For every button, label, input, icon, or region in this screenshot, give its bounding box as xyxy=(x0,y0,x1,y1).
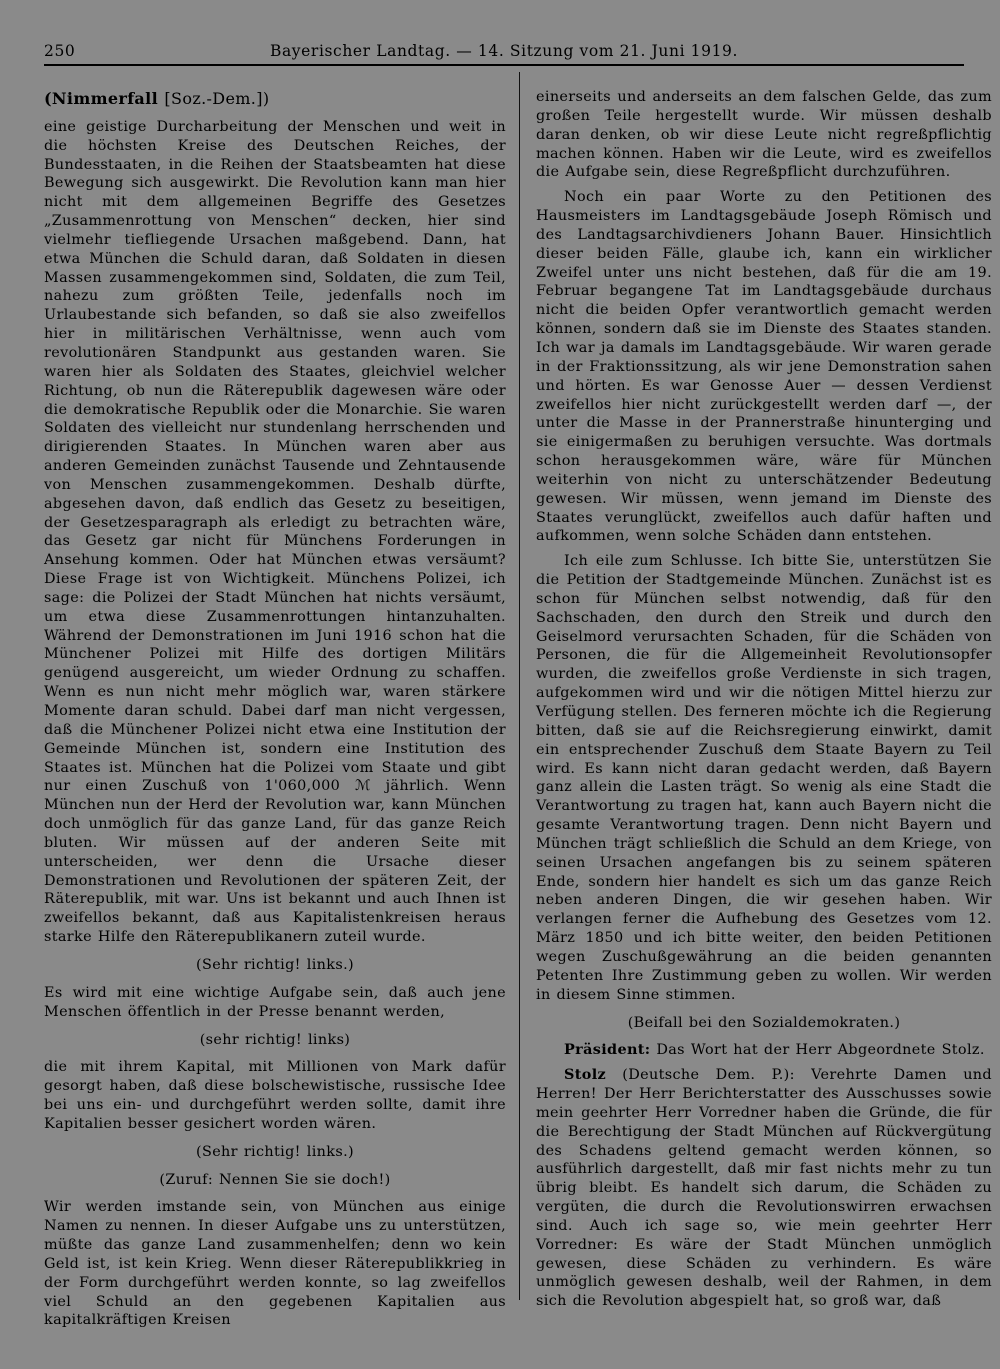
interjection: (sehr richtig! links) xyxy=(199,1031,351,1048)
stolz-text: (Deutsche Dem. P.): Verehrte Damen und Herren! Der Herr Berichterstatter des Ausschusses sowie mein geehrter Herr Vorredner haben die Gründe, die für die Berechtigung der Stadt München auf Rückvergütung des Schadens geltend gemacht werden können, so ausführlich dargestellt, daß mir fast nichts mehr zu tun übrig bleibt. Es handelt sich darum, die Schäden zu vergüten, die durch die Revolutionswirren erwachsen sind. Auch ich sage so, wie mein geehrter Herr Vorredner: Es wäre der Stadt München unmöglich gewesen, diese Schäden zu verhindern. Es wäre unmöglich gewesen deshalb, weil der Rahmen, in dem sich die Revolution abgespielt hat, so groß war, daß xyxy=(536,1067,992,1310)
paragraph: einerseits und anderseits an dem falschen Gelde, das zum großen Teile hergestellt wurde. Wir müssen deshalb daran denken, ob wir diese Leute nicht regreßpflichtig machen können. Haben wir die Leute, wird es zweifellos die Aufgabe sein, diese Regreßpflicht durchzuführen. xyxy=(536,89,992,181)
president-text: Das Wort hat der Herr Abgeordnete Stolz. xyxy=(650,1042,985,1059)
stolz-speech xyxy=(536,1066,992,1311)
president-statement xyxy=(536,1041,992,1060)
page-number: 250 xyxy=(44,42,76,60)
interjection: (Zuruf: Nennen Sie sie doch!) xyxy=(159,1171,391,1188)
stolz-name: Stolz xyxy=(564,1066,607,1084)
right-column xyxy=(536,88,992,1311)
speaker-affiliation: [Soz.-Dem.]) xyxy=(158,89,270,108)
president-label: Präsident: xyxy=(564,1041,651,1059)
column-divider xyxy=(519,72,520,1300)
left-column xyxy=(44,90,506,1330)
paragraph: Es wird mit eine wichtige Aufgabe sein, daß auch jene Menschen öffentlich in der Presse benannt werden, xyxy=(44,984,506,1020)
interjection: (Sehr richtig! links.) xyxy=(196,1143,354,1160)
paragraph: eine geistige Durcharbeitung der Menschen und weit in die höchsten Kreise des Deutschen Reiches, der Bundesstaaten, in die Reihen der Staatsbeamten hat diese Bewegung sich ausgewirkt. Die Revolution kann man hier nicht mit dem allgemeinen Begriffe des Gesetzes „Zusammenrottung von Menschen“ decken, hier sind vielmehr tiefliegende Ursachen maßgebend. Dann, hat etwa München die Schuld daran, daß Soldaten in diesen Massen zusammengekommen sind, Soldaten, die zum Teil, nahezu zum größten Teile, jedenfalls noch im Urlaubestande sich befanden, so daß sie also zweifellos hier in militärischen Verhältnisse, wenn auch vom revolutionären Standpunkt aus gestanden waren. Sie waren hier als Soldaten des Staates, gleichviel welcher Richtung, ob nun die Räterepublik dagewesen wäre oder die demokratische Republik oder die Monarchie. Sie waren Soldaten des vielleicht nur stundenlang herrschenden und dirigierenden Staates. In München waren aber aus anderen Gemeinden zunächst Tausende und Zehntausende von Menschen zusammengekommen. Deshalb dürfte, abgesehen davon, daß endlich das Gesetz zu beseitigen, der Gesetzesparagraph als erledigt zu betrachten wäre, das Gesetz gar nicht für Münchens Forderungen in Ansehung kommen. Oder hat München etwas versäumt? Diese Frage ist von Wichtigkeit. Münchens Polizei, ich sage: die Polizei der Stadt München hat nichts versäumt, um etwa diese Zusammenrottungen hintanzuhalten. Während der Demonstrationen im Juni 1916 schon hat die Münchener Polizei mit Hilfe des dortigen Militärs genügend ausgereicht, um wieder Ordnung zu schaffen. Wenn es nun nicht mehr möglich war, waren stärkere Momente daran schuld. Dabei darf man nicht vergessen, daß die Münchener Polizei nicht etwa eine Institution der Gemeinde München ist, sondern eine Institution des Staates ist. München hat die Polizei vom Staate und gibt nur einen Zuschuß von 1'060,000 ℳ jährlich. Wenn München nun der Herd der Revolution war, kann München doch unmöglich für das ganze Land, für das ganze Reich bluten. Wir müssen auf der anderen Seite mit unterscheiden, wer denn die Ursache dieser Demonstrationen und Revolutionen der späteren Zeit, der Räterepublik, mit war. Uns ist bekannt und auch Ihnen ist zweifellos bekannt, daß aus Kapitalistenkreisen heraus starke Hilfe den Räterepublikanern zuteil wurde. xyxy=(44,118,506,946)
speaker-name: (Nimmerfall xyxy=(44,89,158,108)
interjection: (Beifall bei den Sozialdemokraten.) xyxy=(627,1014,901,1031)
paragraph: Noch ein paar Worte zu den Petitionen des Hausmeisters im Landtagsgebäude Joseph Römisch und des Landtagsarchivdieners Johann Bauer. Hinsichtlich dieser beiden Fälle, glaube ich, kann ein wirklicher Zweifel unter uns nicht bestehen, daß für die am 19. Februar begangene Tat im Landtagsgebäude durchaus nicht die beiden Opfer verantwortlich gemacht werden können, sondern daß sie im Dienste des Staates standen. Ich war ja damals im Landtagsgebäude. Wir waren gerade in der Fraktionssitzung, als wir jene Demonstration sahen und hörten. Es war Genosse Auer — dessen Verdienst zweifellos hier nicht zurückgestellt werden darf —, der unter die Masse in der Prannerstraße hinunterging und sie einigermaßen zu beruhigen versuchte. Was dortmals schon herausgekommen wäre, wäre für München weiterhin von nicht zu unterschätzender Bedeutung gewesen. Wir müssen, wenn jemand im Dienste des Staates verunglückt, zweifellos auch dafür haften und aufkommen, wenn solche Schäden dann entstehen. xyxy=(536,189,992,545)
speaker-heading xyxy=(44,90,506,109)
paragraph: Wir werden imstande sein, von München aus einige Namen zu nennen. In dieser Aufgabe uns zu unterstützen, müßte das ganze Land zusammenhelfen; denn wo kein Geld ist, ist kein Krieg. Wenn dieser Räterepublikkrieg in der Form durchgeführt werden konnte, so lag zweifellos viel Schuld an den gegebenen Kapitalien aus kapitalkräftigen Kreisen xyxy=(44,1199,506,1329)
running-title: Bayerischer Landtag. — 14. Sitzung vom 21. Juni 1919. xyxy=(269,42,739,60)
paragraph: die mit ihrem Kapital, mit Millionen von Mark dafür gesorgt haben, daß diese bolschewistische, russische Idee bei uns ein- und durchgeführt werden sollte, damit ihre Kapitalien besser gesichert worden wären. xyxy=(44,1059,506,1132)
paragraph: Ich eile zum Schlusse. Ich bitte Sie, unterstützen Sie die Petition der Stadtgemeinde München. Zunächst ist es schon für München selbst notwendig, daß für den Sachschaden, den durch den Streik und durch den Geiselmord verursachten Schaden, für die Schäden von Personen, die für die Allgemeinheit Revolutionsopfer wurden, die zweifellos große Verdienste in sich tragen, aufgekommen wird und wir die nötigen Mittel hierzu zur Verfügung stellen. Des ferneren möchte ich die Regierung bitten, daß sie auf die Reichsregierung einwirkt, damit ein entsprechender Zuschuß dem Staate Bayern zu Teil wird. Es kann nicht daran gedacht werden, daß Bayern ganz allein die Lasten trägt. So wenig als eine Stadt die Verantwortung zu tragen hat, kann auch Bayern nicht die gesamte Verantwortung tragen. Denn nicht Bayern und München trägt schließlich die Schuld an dem Kriege, von seinen Ursachen angefangen bis zu seinem späteren Ende, sondern hier handelt es sich um das ganze Reich neben anderen Dingen, die wir gesehen haben. Wir verlangen ferner die Aufhebung des Gesetzes vom 12. März 1850 und ich bitte weiter, den beiden Petitionen wegen Zuschußgewährung an die beiden genannten Petenten Ihre Zustimmung geben zu wollen. Wir werden in diesem Sinne stimmen. xyxy=(536,553,992,1003)
interjection: (Sehr richtig! links.) xyxy=(196,956,354,973)
page-header xyxy=(44,38,964,66)
